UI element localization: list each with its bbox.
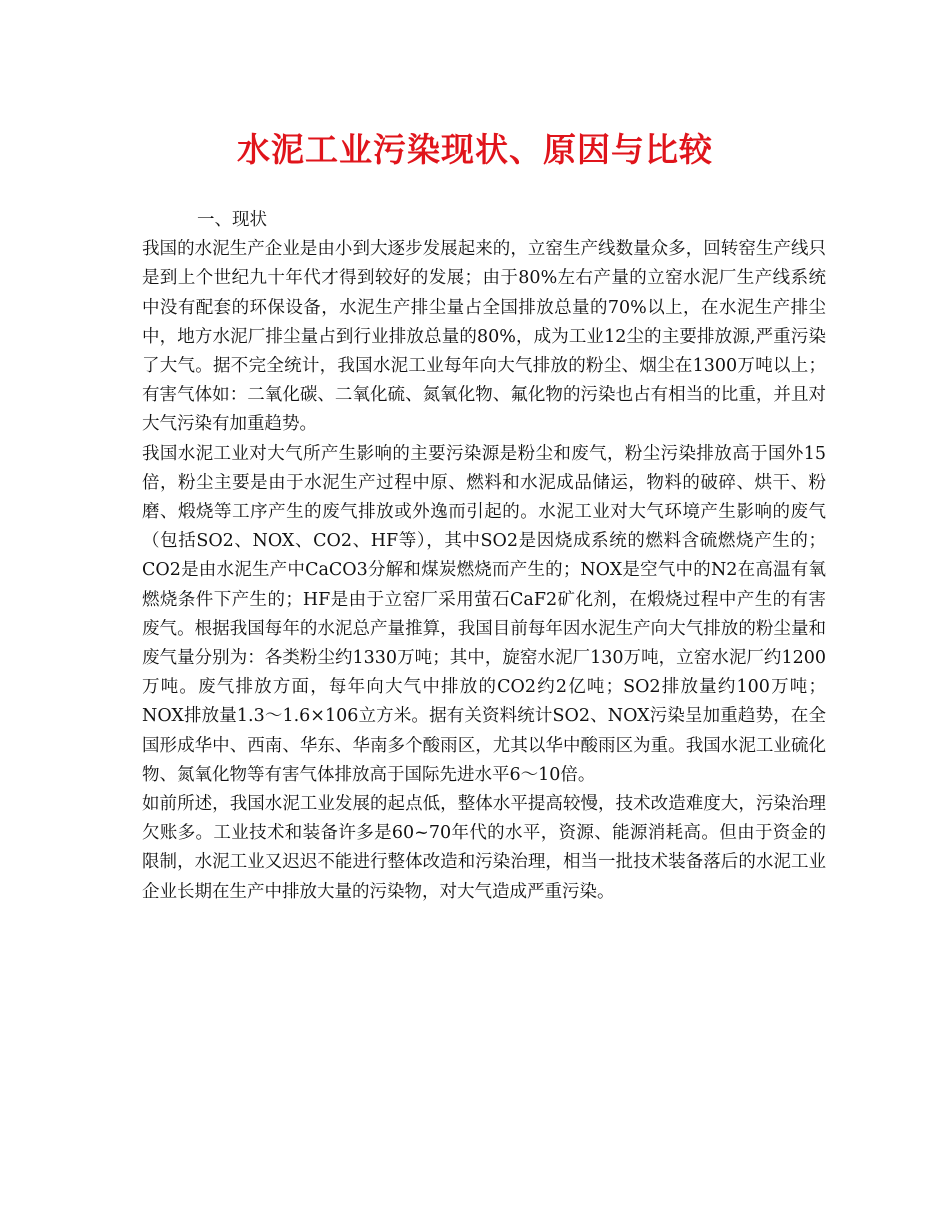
- paragraph-causes: 如前所述，我国水泥工业发展的起点低，整体水平提高较慢，技术改造难度大，污染治理欠账多。工业技术和装备许多是60~70年代的水平，资源、能源消耗高。但由于资金的限制，水泥工业又迟迟不能进行整体改造和污染治理，相当一批技术装备落后的水泥工业企业长期在生产中排放大量的污染物，对大气造成严重污染。: [142, 794, 826, 902]
- document-body: [142, 206, 826, 907]
- paragraph-status: 我国的水泥生产企业是由小到大逐步发展起来的，立窑生产线数量众多，回转窑生产线只是到上个世纪九十年代才得到较好的发展；由于80%左右产量的立窑水泥厂生产线系统中没有配套的环保设备，水泥生产排尘量占全国排放总量的70%以上，在水泥生产排尘中，地方水泥厂排尘量占到行业排放总量的80%，成为工业12尘的主要排放源,严重污染了大气。据不完全统计，我国水泥工业每年向大气排放的粉尘、烟尘在1300万吨以上；有害气体如：二氧化碳、二氧化硫、氮氧化物、氟化物的污染也占有相当的比重，并且对大气污染有加重趋势。: [142, 239, 826, 435]
- document-title: 水泥工业污染现状、原因与比较: [237, 130, 713, 169]
- paragraph-pollution-sources: 我国水泥工业对大气所产生影响的主要污染源是粉尘和废气，粉尘污染排放高于国外15倍，粉尘主要是由于水泥生产过程中原、燃料和水泥成品储运，物料的破碎、烘干、粉磨、煅烧等工序产生的废气排放或外逸而引起的。水泥工业对大气环境产生影响的废气（包括SO2、NOX、CO2、HF等），其中SO2是因烧成系统的燃料含硫燃烧产生的；CO2是由水泥生产中CaCO3分解和煤炭燃烧而产生的；NOX是空气中的N2在高温有氧燃烧条件下产生的；HF是由于立窑厂采用萤石CaF2矿化剂，在煅烧过程中产生的有害废气。根据我国每年的水泥总产量推算，我国目前每年因水泥生产向大气排放的粉尘量和废气量分别为：各类粉尘约1330万吨；其中，旋窑水泥厂130万吨，立窑水泥厂约1200万吨。废气排放方面，每年向大气中排放的CO2约2亿吨；SO2排放量约100万吨；NOX排放量1.3～1.6×106立方米。据有关资料统计SO2、NOX污染呈加重趋势，在全国形成华中、西南、华东、华南多个酸雨区，尤其以华中酸雨区为重。我国水泥工业硫化物、氮氧化物等有害气体排放高于国际先进水平6～10倍。: [142, 443, 826, 785]
- section-heading: 一、现状: [197, 210, 267, 230]
